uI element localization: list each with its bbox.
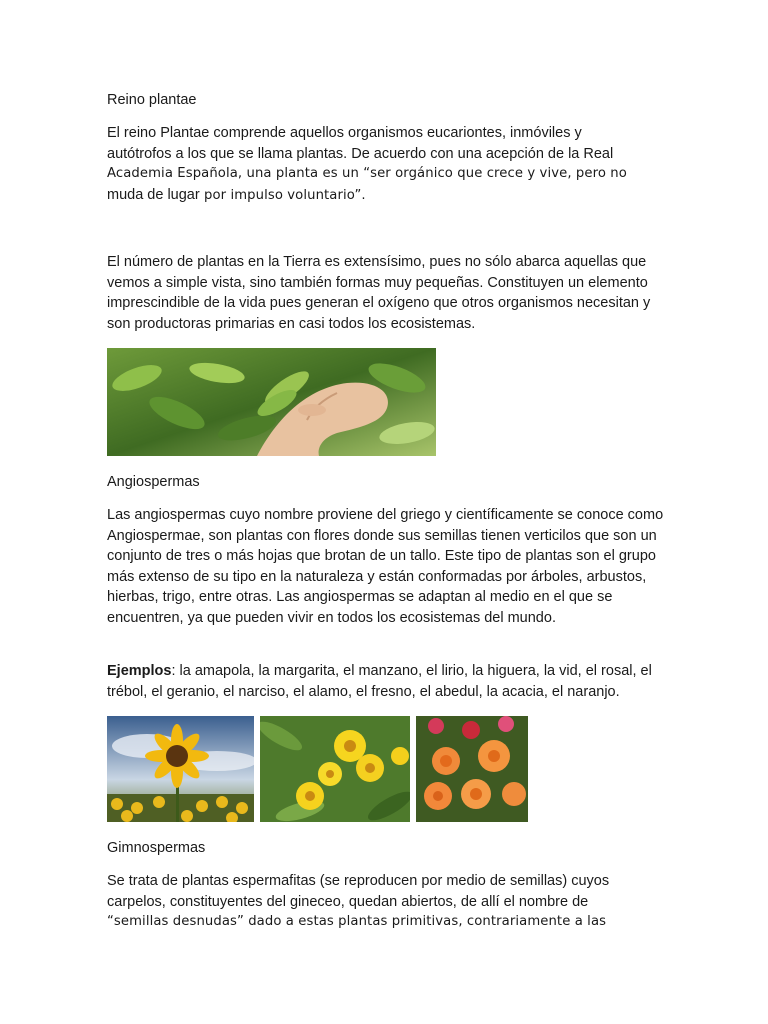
examples-text: : la amapola, la margarita, el manzano, el lirio, la higuera, la vid, el rosal, el trébol, el geranio, el narciso, el alamo, el fresno, el abedul, la acacia, el naranjo. <box>107 663 652 700</box>
paragraph-line <box>107 185 667 207</box>
paragraph-text: por impulso voluntario”. <box>199 187 366 203</box>
tea-leaves-image <box>107 348 436 456</box>
heading-reino-plantae: Reino plantae <box>107 92 197 108</box>
heading-gimnospermas: Gimnospermas <box>107 840 206 856</box>
examples-label: Ejemplos <box>107 663 172 679</box>
paragraph-line: carpelos, constituyentes del gineceo, quedan abiertos, de allí el nombre de <box>107 893 589 910</box>
paragraph-line: autótrofos a los que se llama plantas. De acuerdo con una acepción de la Real <box>107 145 614 162</box>
paragraph-reino-number: El número de plantas en la Tierra es extensísimo, pues no sólo abarca aquellas que vemos a simple vista, sino también formas muy pequeñas. Constituyen un elemento imprescindible de la vida pues generan el oxígeno que otros organismos necesitan y son productoras primarias en casi todos los ecosistemas. <box>107 254 651 332</box>
bold-phrase: muda de lugar <box>107 186 200 203</box>
orange-dahlias-image <box>416 716 528 822</box>
paragraph-line: “semillas desnudas” dado a estas plantas primitivas, contrariamente a las <box>107 914 607 930</box>
sunflower-image <box>107 716 254 822</box>
paragraph-ejemplos <box>107 661 667 702</box>
paragraph-gimnospermas <box>107 871 667 933</box>
paragraph-line: El reino Plantae comprende aquellos organismos eucariontes, inmóviles y <box>107 125 582 141</box>
paragraph-line: Se trata de plantas espermafitas (se reproducen por medio de semillas) cuyos <box>107 873 610 889</box>
paragraph-reino-intro <box>107 123 667 206</box>
heading-angiospermas: Angiospermas <box>107 474 200 490</box>
yellow-flowers-image <box>260 716 410 822</box>
paragraph-angiospermas: Las angiospermas cuyo nombre proviene del griego y científicamente se conoce como Angiospermae, son plantas con flores donde sus semillas tienen verticilos que son un conjunto de tres o más hojas que brotan de un tallo. Este tipo de plantas son el grupo más extenso de su tipo en la naturaleza y están conformadas por árboles, arbustos, hierbas, trigo, entre otras. Las angiospermas se adaptan al medio en el que se encuentren, ya que pueden vivir en todos los ecosistemas del mundo. <box>107 507 664 626</box>
paragraph-line: Academia Española, una planta es un “ser orgánico que crece y vive, pero no <box>107 166 627 182</box>
